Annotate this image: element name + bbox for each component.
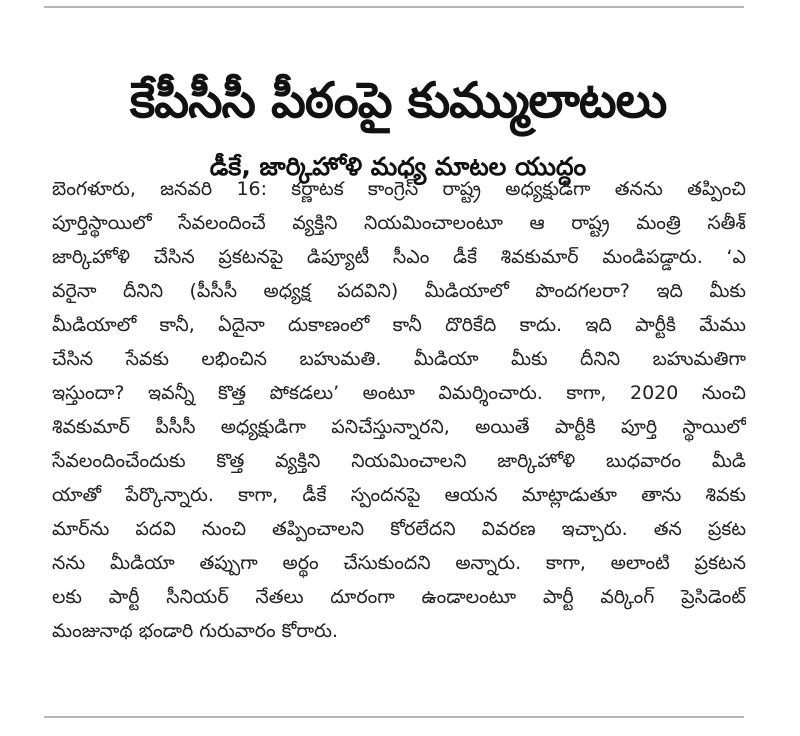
article-body-line: జార్కిహోళి చేసిన ప్రకటనపై డిప్యూటీ సీఎం డీకే శివకుమార్ మండిపడ్డారు. ‘ఎ — [52, 246, 746, 268]
article-headline: కేపీసీసీ పీఠంపై కుమ్ములాటలు — [129, 71, 667, 129]
article-body-line: పూర్తిస్థాయిలో సేవలందించే వ్యక్తిని నియమించాలంటూ ఆ రాష్ట్ర మంత్రి సతీశ్ — [52, 212, 746, 234]
article-body-line: యాతో పేర్కొన్నారు. కాగా, డీకే స్పందనపై ఆయన మాట్లాడుతూ తాను శివకు — [52, 484, 746, 506]
article-body-line: సేవలందించేందుకు కొత్త వ్యక్తిని నియమించాలని జార్కిహోళి బుధవారం మీడి — [52, 450, 746, 472]
article-body-line: నను మీడియా తప్పుగా అర్థం చేసుకుందని అన్నారు. కాగా, అలాంటి ప్రకటన — [52, 552, 746, 574]
article-body-line: లకు పార్టీ సీనియర్ నేతలు దూరంగా ఉండాలంటూ పార్టీ వర్కింగ్ ప్రెసిడెంట్ — [52, 586, 746, 608]
article-body — [52, 172, 746, 648]
article-body-line: ఇస్తుందా? ఇవన్నీ కొత్త పోకడలు’ అంటూ విమర్శించారు. కాగా, 2020 నుంచి — [52, 382, 746, 404]
top-divider — [44, 6, 744, 8]
article-body-line: మీడియాలో కానీ, ఏదైనా దుకాణంలో కానీ దొరికేది కాదు. ఇది పార్టీకి మేము — [52, 314, 746, 336]
bottom-divider — [44, 716, 744, 718]
article-subheadline: డీకే, జార్కిహోళి మధ్య మాటల యుద్ధం — [209, 151, 587, 181]
article-body-line: మంజునాథ భండారి గురువారం కోరారు. — [52, 620, 338, 642]
article-body-line: చేసిన సేవకు లభించిన బహుమతి. మీడియా మీకు దీనిని బహుమతిగా — [52, 348, 746, 370]
article-body-line: శివకుమార్ పీసీసీ అధ్యక్షుడిగా పనిచేస్తున్నారని, అయితే పార్టీకి పూర్తి స్థాయిలో — [52, 416, 746, 438]
article-body-line: బెంగళూరు, జనవరి 16: కర్ణాటక కాంగ్రెస్ రాష్ట్ర అధ్యక్షుడిగా తనను తప్పించి — [52, 178, 746, 200]
article-body-line: మార్‌ను పదవి నుంచి తప్పించాలని కోరలేదని వివరణ ఇచ్చారు. తన ప్రకట — [52, 518, 746, 540]
article-body-line: వరైనా దీనిని (పీసీసీ అధ్యక్ష పదవిని) మీడియాలో పొందగలరా? ఇది మీకు — [52, 280, 746, 302]
